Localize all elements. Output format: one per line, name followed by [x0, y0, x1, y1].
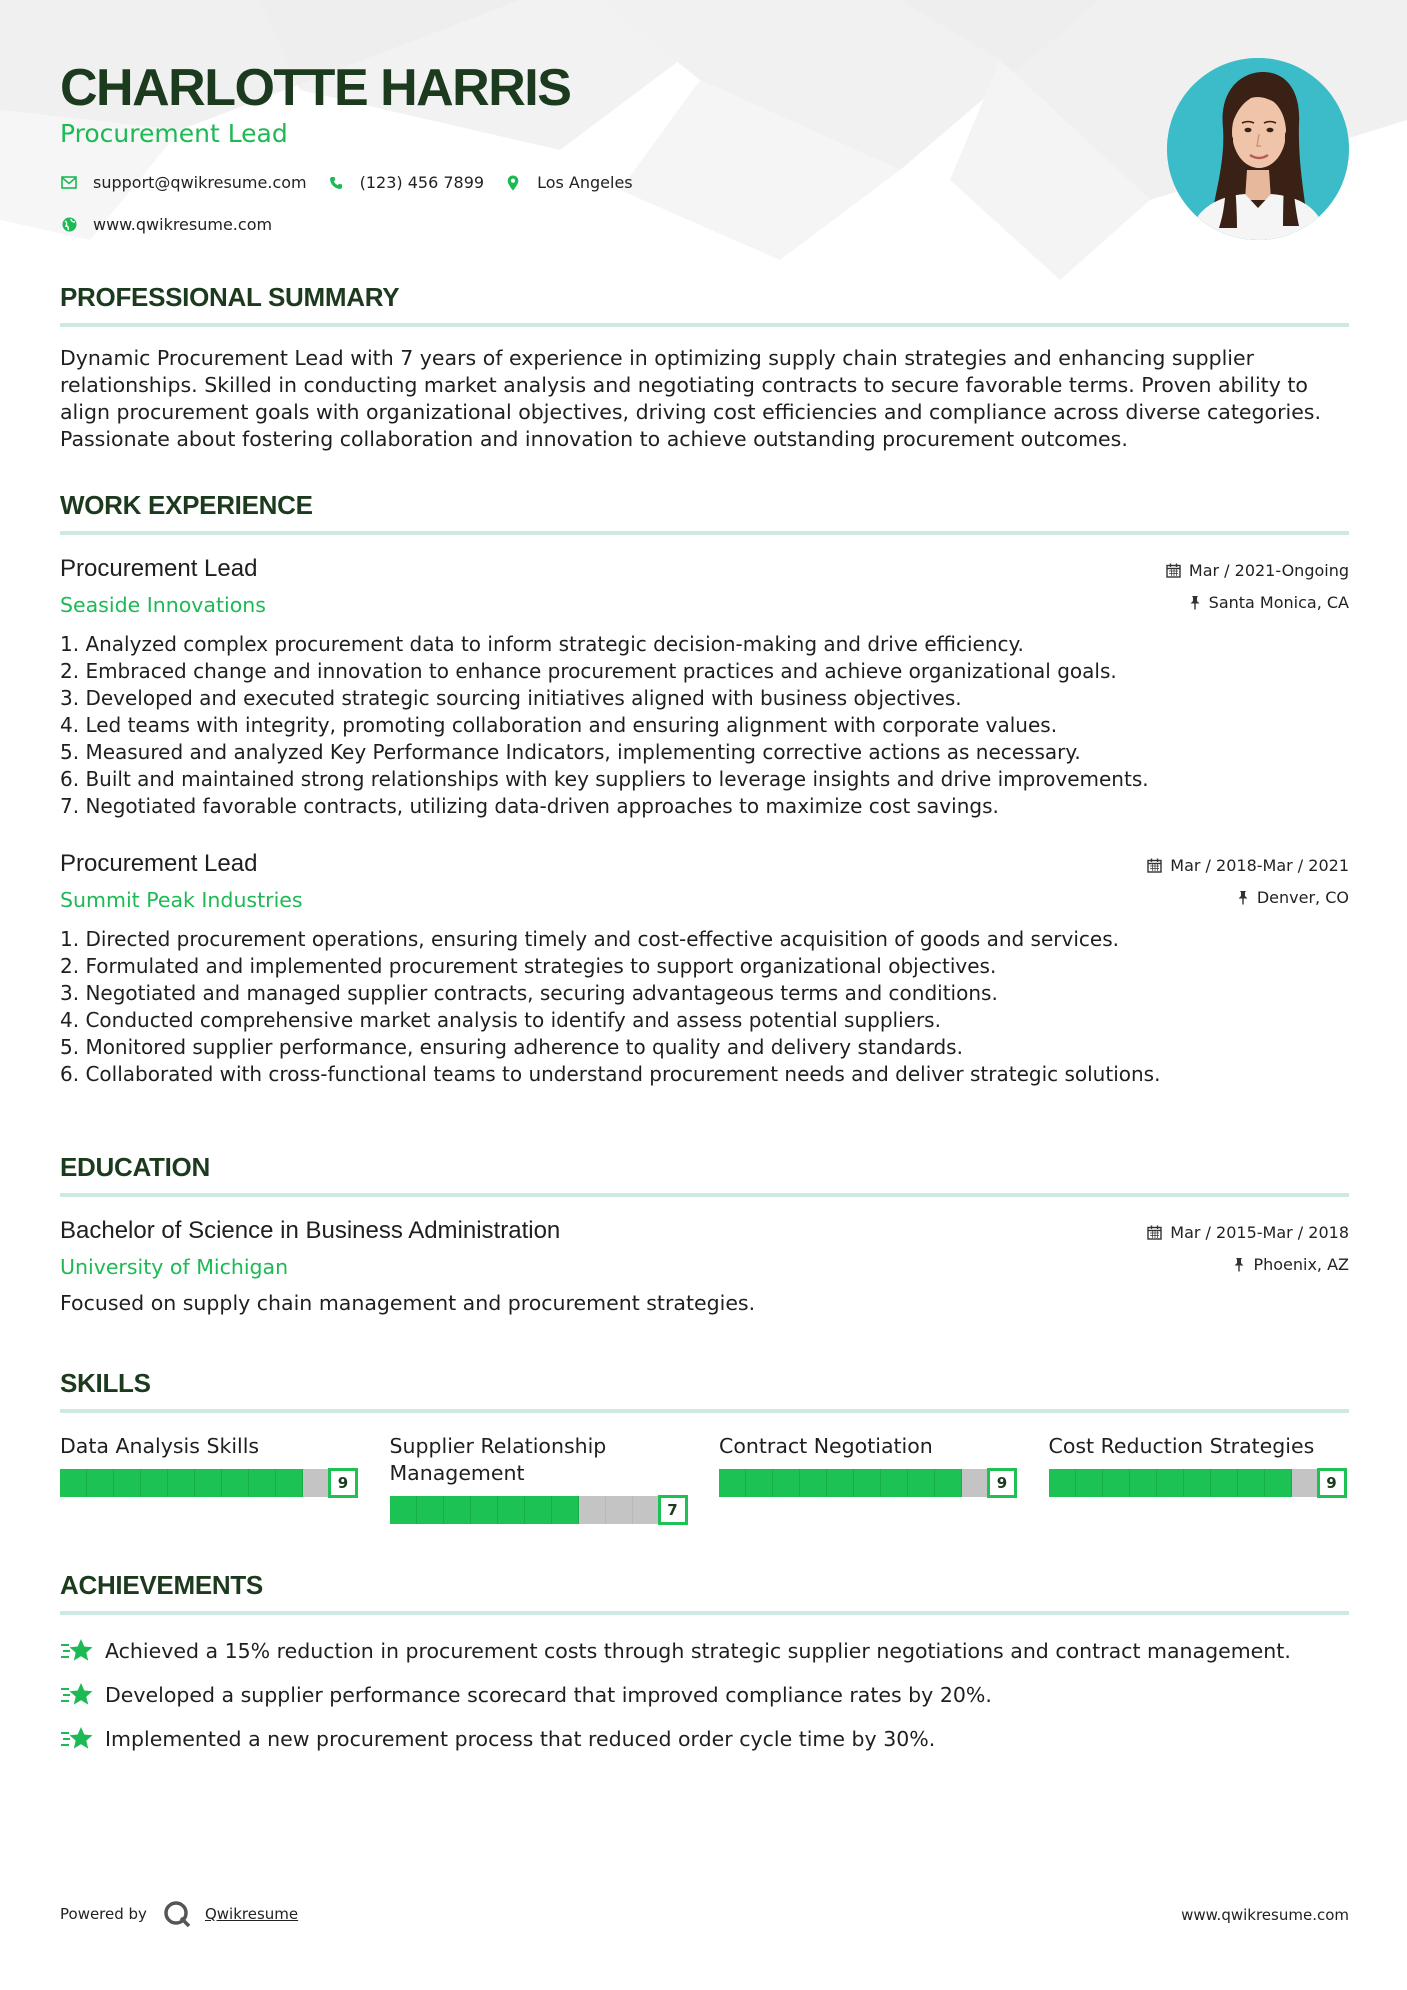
- education-entry: [60, 1217, 1349, 1315]
- skill-score: 9: [328, 1468, 358, 1498]
- phone-item[interactable]: [327, 173, 484, 192]
- list-item: 4. Conducted comprehensive market analysis to identify and assess potential suppliers.: [60, 1008, 941, 1032]
- map-pin-icon: [504, 174, 522, 192]
- list-item: [60, 1637, 1349, 1665]
- job-location: [1237, 888, 1349, 907]
- location-item: [504, 173, 633, 192]
- education-description: Focused on supply chain management and procurement strategies.: [60, 1291, 756, 1315]
- skill-segment-filled: [276, 1469, 303, 1497]
- skill-bar: [1049, 1469, 1319, 1497]
- skill-name: Data Analysis Skills: [60, 1434, 260, 1458]
- skill-name: Contract Negotiation: [719, 1434, 933, 1458]
- skill-meter: [60, 1468, 360, 1498]
- list-item: [60, 1681, 1349, 1709]
- skill-meter: [719, 1468, 1019, 1498]
- skill-segment-filled: [87, 1469, 114, 1497]
- calendar-icon: [1166, 563, 1181, 578]
- skill-meter: [390, 1495, 690, 1525]
- list-item: 4. Led teams with integrity, promoting collaboration and ensuring alignment with corporate values.: [60, 713, 1058, 737]
- job-dates: [1166, 561, 1349, 580]
- star-icon: [60, 1637, 94, 1665]
- list-item: [60, 1725, 1349, 1753]
- skill-segment-filled: [168, 1469, 195, 1497]
- skill-segment-filled: [552, 1496, 579, 1524]
- skill-segment-filled: [1211, 1469, 1238, 1497]
- skill-name: Cost Reduction Strategies: [1048, 1434, 1315, 1458]
- job-location-text: Santa Monica, CA: [1208, 593, 1349, 612]
- skill-segment-filled: [1130, 1469, 1157, 1497]
- job-location: [1189, 593, 1349, 612]
- list-item: 2. Embraced change and innovation to enhance procurement practices and achieve organizational goals.: [60, 659, 1117, 683]
- job-dates-text: Mar / 2018-Mar / 2021: [1170, 856, 1349, 875]
- brand-link[interactable]: Qwikresume: [204, 1905, 299, 1923]
- powered-by-label: Powered by: [60, 1905, 147, 1923]
- skill-segment-filled: [854, 1469, 881, 1497]
- list-item: 1. Analyzed complex procurement data to inform strategic decision-making and drive efficiency.: [60, 632, 1024, 656]
- skill-segment-empty: [633, 1496, 660, 1524]
- website-item[interactable]: [60, 215, 272, 234]
- email-text[interactable]: support@qwikresume.com: [93, 173, 307, 192]
- website-row: [60, 215, 292, 234]
- job-title: Procurement Lead: [60, 555, 258, 582]
- skill-segment-filled: [195, 1469, 222, 1497]
- email-item[interactable]: [60, 173, 307, 192]
- skill-segment-empty: [579, 1496, 606, 1524]
- degree-title: Bachelor of Science in Business Administration: [60, 1217, 561, 1244]
- envelope-icon: [60, 174, 78, 192]
- skill-item: [60, 1433, 360, 1525]
- list-item: 6. Collaborated with cross-functional teams to understand procurement needs and deliver strategic solutions.: [60, 1062, 1161, 1086]
- skill-segment-filled: [222, 1469, 249, 1497]
- skill-segment-filled: [908, 1469, 935, 1497]
- job-dates: [1147, 856, 1349, 875]
- skill-segment-filled: [1076, 1469, 1103, 1497]
- company-name: Summit Peak Industries: [60, 888, 303, 912]
- phone-icon: [327, 174, 345, 192]
- skill-segment-filled: [444, 1496, 471, 1524]
- skill-item: [390, 1433, 690, 1525]
- contact-row: [60, 173, 653, 192]
- skill-segment-empty: [962, 1469, 989, 1497]
- job-dates-text: Mar / 2021-Ongoing: [1188, 561, 1349, 580]
- summary-heading: PROFESSIONAL SUMMARY: [60, 282, 1349, 327]
- portrait-image: [1167, 58, 1349, 240]
- school-name: University of Michigan: [60, 1255, 289, 1279]
- skill-item: [719, 1433, 1019, 1525]
- skill-segment-filled: [114, 1469, 141, 1497]
- skill-meter: [1049, 1468, 1349, 1498]
- footer-branding: [60, 1900, 298, 1928]
- star-icon: [60, 1681, 94, 1709]
- calendar-icon: [1147, 858, 1162, 873]
- education-location-text: Phoenix, AZ: [1253, 1255, 1349, 1274]
- skill-bar: [719, 1469, 989, 1497]
- achievement-text: Implemented a new procurement process that reduced order cycle time by 30%.: [105, 1727, 936, 1751]
- candidate-title: Procurement Lead: [60, 119, 288, 148]
- achievement-text: Developed a supplier performance scorecard that improved compliance rates by 20%.: [105, 1683, 992, 1707]
- pushpin-icon: [1233, 1257, 1245, 1272]
- phone-text[interactable]: (123) 456 7899: [359, 173, 485, 192]
- skill-segment-filled: [525, 1496, 552, 1524]
- skill-bar: [390, 1496, 660, 1524]
- skill-segment-filled: [498, 1496, 525, 1524]
- education-dates-text: Mar / 2015-Mar / 2018: [1170, 1223, 1349, 1242]
- candidate-name: CHARLOTTE HARRIS: [60, 59, 571, 117]
- skill-segment-filled: [60, 1469, 87, 1497]
- list-item: 6. Built and maintained strong relationships with key suppliers to leverage insights and drive improvements.: [60, 767, 1149, 791]
- skills-heading: SKILLS: [60, 1368, 1349, 1413]
- experience-heading: WORK EXPERIENCE: [60, 490, 1349, 535]
- education-section: [60, 1152, 1349, 1315]
- job-location-text: Denver, CO: [1256, 888, 1349, 907]
- location-text: Los Angeles: [537, 173, 633, 192]
- list-item: 1. Directed procurement operations, ensuring timely and cost-effective acquisition of goods and services.: [60, 927, 1119, 951]
- skill-segment-filled: [773, 1469, 800, 1497]
- pushpin-icon: [1189, 595, 1201, 610]
- achievements-heading: ACHIEVEMENTS: [60, 1570, 1349, 1615]
- list-item: 3. Negotiated and managed supplier contracts, securing advantageous terms and conditions.: [60, 981, 998, 1005]
- skill-name: Supplier Relationship Management: [389, 1434, 607, 1485]
- skill-score: 9: [1317, 1468, 1347, 1498]
- achievement-text: Achieved a 15% reduction in procurement costs through strategic supplier negotiations and contract management.: [105, 1639, 1291, 1663]
- calendar-icon: [1147, 1225, 1162, 1240]
- achievements-section: [60, 1570, 1349, 1769]
- skill-segment-filled: [1049, 1469, 1076, 1497]
- skill-score: 9: [987, 1468, 1017, 1498]
- skill-segment-filled: [827, 1469, 854, 1497]
- skill-segment-filled: [719, 1469, 746, 1497]
- skill-segment-filled: [390, 1496, 417, 1524]
- list-item: 5. Monitored supplier performance, ensuring adherence to quality and delivery standards.: [60, 1035, 963, 1059]
- skill-segment-empty: [303, 1469, 330, 1497]
- skill-segment-filled: [746, 1469, 773, 1497]
- job-bullets: [60, 926, 1349, 1088]
- skill-segment-filled: [1103, 1469, 1130, 1497]
- summary-text: Dynamic Procurement Lead with 7 years of experience in optimizing supply chain strategies and enhancing supplier relationships. Skilled in conducting market analysis and negotiating contracts to secure favorable terms. Proven ability to align procurement goals with organizational objectives, driving cost efficiencies and compliance across diverse categories. Passionate about fostering collaboration and innovation to achieve outstanding procurement outcomes.: [60, 346, 1322, 451]
- achievements-list: [60, 1637, 1349, 1753]
- job-bullets: [60, 631, 1349, 820]
- education-dates: [1147, 1223, 1349, 1242]
- skill-segment-filled: [1265, 1469, 1292, 1497]
- skill-item: [1049, 1433, 1349, 1525]
- skills-section: [60, 1368, 1349, 1525]
- skill-segment-empty: [1292, 1469, 1319, 1497]
- list-item: 7. Negotiated favorable contracts, utilizing data-driven approaches to maximize cost savings.: [60, 794, 999, 818]
- skill-score: 7: [658, 1495, 688, 1525]
- list-item: 5. Measured and analyzed Key Performance Indicators, implementing corrective actions as necessary.: [60, 740, 1081, 764]
- education-heading: EDUCATION: [60, 1152, 1349, 1197]
- globe-icon: [60, 216, 78, 234]
- skill-segment-filled: [1184, 1469, 1211, 1497]
- company-name: Seaside Innovations: [60, 593, 266, 617]
- job-title: Procurement Lead: [60, 850, 258, 877]
- skill-segment-filled: [141, 1469, 168, 1497]
- skill-segment-filled: [1157, 1469, 1184, 1497]
- list-item: 3. Developed and executed strategic sourcing initiatives aligned with business objectives.: [60, 686, 962, 710]
- qwikresume-logo-icon: [163, 1900, 191, 1928]
- avatar: [1167, 58, 1349, 240]
- job-entry: [60, 850, 1349, 1088]
- skill-segment-filled: [1238, 1469, 1265, 1497]
- skill-segment-filled: [800, 1469, 827, 1497]
- star-icon: [60, 1725, 94, 1753]
- skill-segment-filled: [249, 1469, 276, 1497]
- skill-segment-filled: [471, 1496, 498, 1524]
- skill-segment-filled: [935, 1469, 962, 1497]
- skill-segment-empty: [606, 1496, 633, 1524]
- pushpin-icon: [1237, 890, 1249, 905]
- job-entry: [60, 555, 1349, 820]
- skill-segment-filled: [881, 1469, 908, 1497]
- skill-segment-filled: [417, 1496, 444, 1524]
- list-item: 2. Formulated and implemented procurement strategies to support organizational objectives.: [60, 954, 997, 978]
- skill-bar: [60, 1469, 330, 1497]
- footer-website[interactable]: www.qwikresume.com: [1181, 1906, 1349, 1924]
- website-text[interactable]: www.qwikresume.com: [93, 215, 273, 234]
- education-location: [1233, 1255, 1349, 1274]
- skills-list: [60, 1433, 1349, 1525]
- experience-section: [60, 490, 1349, 1088]
- summary-section: [60, 282, 1349, 453]
